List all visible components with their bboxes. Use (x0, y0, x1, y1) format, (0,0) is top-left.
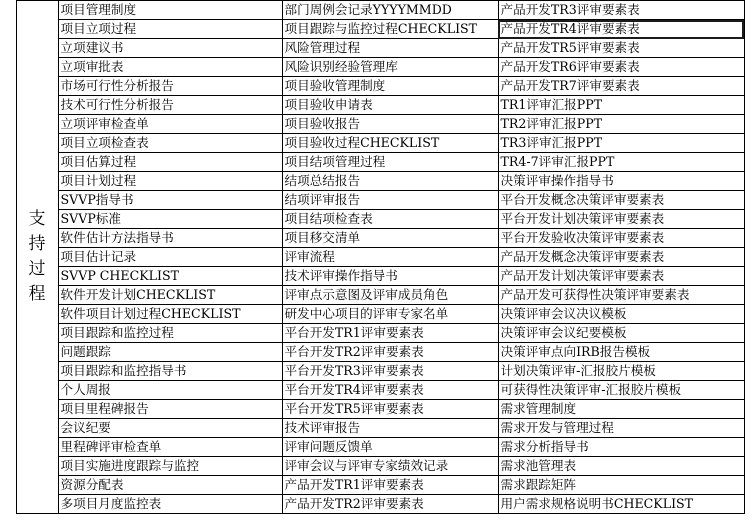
row-gutter-cell (0, 191, 16, 210)
table-cell-col-a[interactable]: 软件估计方法指导书 (58, 229, 282, 248)
table-cell-col-c[interactable]: 平台开发概念决策评审要素表 (498, 191, 744, 210)
table-cell-col-a[interactable]: 问题跟踪 (58, 343, 282, 362)
row-gutter-cell (0, 153, 16, 172)
table-cell-col-b[interactable]: 评审流程 (282, 248, 498, 267)
table-cell-col-b[interactable]: 平台开发TR4评审要素表 (282, 381, 498, 400)
table-cell-col-a[interactable]: 项目里程碑报告 (58, 400, 282, 419)
table-cell-col-b[interactable]: 部门周例会记录YYYYMMDD (282, 1, 498, 20)
table-row (0, 58, 744, 77)
side-label-char: 过 (28, 259, 46, 279)
table-cell-col-b[interactable]: 平台开发TR5评审要素表 (282, 400, 498, 419)
table-cell-col-b[interactable]: 评审问题反馈单 (282, 438, 498, 457)
row-gutter-cell (0, 172, 16, 191)
table-cell-col-b[interactable]: 项目验收管理制度 (282, 77, 498, 96)
table-row (0, 153, 744, 172)
table-cell-col-a[interactable]: 项目管理制度 (58, 1, 282, 20)
table-cell-col-c[interactable]: 产品开发概念决策评审要素表 (498, 248, 744, 267)
table-row (0, 115, 744, 134)
row-gutter-cell (0, 115, 16, 134)
row-gutter-cell (0, 210, 16, 229)
table-cell-col-a[interactable]: SVVP指导书 (58, 191, 282, 210)
table-cell-col-c[interactable]: 产品开发计划决策评审要素表 (498, 267, 744, 286)
table-row (0, 134, 744, 153)
row-gutter-cell (0, 400, 16, 419)
row-gutter-cell (0, 229, 16, 248)
side-label-char: 程 (28, 284, 46, 304)
row-gutter-cell (0, 476, 16, 495)
table-row (0, 229, 744, 248)
row-gutter-cell (0, 362, 16, 381)
table-cell-col-b[interactable]: 风险管理过程 (282, 39, 498, 58)
table-cell-col-c[interactable]: TR1评审汇报PPT (498, 96, 744, 115)
table-cell-col-c[interactable]: 需求开发与管理过程 (498, 419, 744, 438)
table-row (0, 20, 744, 39)
table-row (0, 438, 744, 457)
table-cell-col-a[interactable]: 立项建议书 (58, 39, 282, 58)
table-cell-col-a[interactable]: SVVP CHECKLIST (58, 267, 282, 286)
side-label-cell[interactable] (16, 1, 58, 514)
row-gutter-cell (0, 381, 16, 400)
table-cell-col-c[interactable]: TR3评审汇报PPT (498, 134, 744, 153)
table-cell-col-b[interactable]: 结项总结报告 (282, 172, 498, 191)
table-cell-col-c[interactable]: 产品开发TR3评审要素表 (498, 1, 744, 20)
table-cell-col-a[interactable]: 项目跟踪和监控过程 (58, 324, 282, 343)
row-gutter-cell (0, 343, 16, 362)
table-cell-col-c[interactable]: 产品开发TR6评审要素表 (498, 58, 744, 77)
table-cell-col-a[interactable]: 资源分配表 (58, 476, 282, 495)
table-cell-col-c[interactable]: 产品开发可获得性决策评审要素表 (498, 286, 744, 305)
table-cell-col-b[interactable]: 平台开发TR1评审要素表 (282, 324, 498, 343)
table-cell-col-a[interactable]: 项目实施进度跟踪与监控 (58, 457, 282, 476)
row-gutter-cell (0, 39, 16, 58)
table-row (0, 324, 744, 343)
table-cell-col-c[interactable]: 决策评审会议决议模板 (498, 305, 744, 324)
table-row (0, 96, 744, 115)
table-cell-col-b[interactable]: 项目结项检查表 (282, 210, 498, 229)
table-cell-col-a[interactable]: 项目立项过程 (58, 20, 282, 39)
row-gutter-cell (0, 286, 16, 305)
table-cell-col-b[interactable]: 项目结项管理过程 (282, 153, 498, 172)
table-body (0, 1, 744, 514)
table-cell-col-c[interactable]: 产品开发TR4评审要素表 (498, 20, 744, 39)
table-cell-col-c[interactable]: TR4-7评审汇报PPT (498, 153, 744, 172)
table-cell-col-c[interactable]: 产品开发TR7评审要素表 (498, 77, 744, 96)
row-gutter-cell (0, 96, 16, 115)
table-cell-col-a[interactable]: SVVP标准 (58, 210, 282, 229)
side-label-char: 支 (28, 209, 46, 229)
row-gutter-cell (0, 267, 16, 286)
table-cell-col-a[interactable]: 立项审批表 (58, 58, 282, 77)
table-cell-col-a[interactable]: 会议纪要 (58, 419, 282, 438)
table-cell-col-b[interactable]: 研发中心项目的评审专家名单 (282, 305, 498, 324)
table-cell-col-a[interactable]: 个人周报 (58, 381, 282, 400)
table-cell-col-b[interactable]: 平台开发TR3评审要素表 (282, 362, 498, 381)
table-cell-col-a[interactable]: 项目计划过程 (58, 172, 282, 191)
row-gutter-cell (0, 305, 16, 324)
row-gutter-cell (0, 77, 16, 96)
table-cell-col-b[interactable]: 风险识别经验管理库 (282, 58, 498, 77)
table-cell-col-a[interactable]: 项目估计记录 (58, 248, 282, 267)
table-cell-col-c[interactable]: 用户需求规格说明书CHECKLIST (498, 495, 744, 514)
table-row (0, 248, 744, 267)
table-cell-col-a[interactable]: 技术可行性分析报告 (58, 96, 282, 115)
table-cell-col-c[interactable]: 产品开发TR5评审要素表 (498, 39, 744, 58)
table-row (0, 476, 744, 495)
table-cell-col-b[interactable]: 技术评审操作指导书 (282, 267, 498, 286)
table-cell-col-b[interactable]: 产品开发TR2评审要素表 (282, 495, 498, 514)
table-cell-col-c[interactable]: 需求管理制度 (498, 400, 744, 419)
row-gutter-cell (0, 1, 16, 20)
row-gutter-cell (0, 438, 16, 457)
table-cell-col-b[interactable]: 项目跟踪与监控过程CHECKLIST (282, 20, 498, 39)
table-row (0, 77, 744, 96)
side-label-char: 持 (28, 234, 46, 254)
table-cell-col-c[interactable]: 可获得性决策评审-汇报胶片模板 (498, 381, 744, 400)
row-gutter-cell (0, 457, 16, 476)
row-gutter-cell (0, 20, 16, 39)
table-cell-col-c[interactable]: 需求跟踪矩阵 (498, 476, 744, 495)
table-row (0, 381, 744, 400)
table-row (0, 495, 744, 514)
table-row (0, 191, 744, 210)
table-row (0, 457, 744, 476)
table-row (0, 343, 744, 362)
table-cell-col-b[interactable]: 技术评审报告 (282, 419, 498, 438)
table-cell-col-a[interactable]: 项目估算过程 (58, 153, 282, 172)
table-cell-col-c[interactable]: 平台开发验收决策评审要素表 (498, 229, 744, 248)
table-row (0, 267, 744, 286)
table-cell-col-c[interactable]: 平台开发计划决策评审要素表 (498, 210, 744, 229)
table-row (0, 172, 744, 191)
row-gutter-cell (0, 248, 16, 267)
table-cell-col-b[interactable]: 评审点示意图及评审成员角色 (282, 286, 498, 305)
table-row (0, 400, 744, 419)
table-row (0, 1, 744, 20)
row-gutter-cell (0, 324, 16, 343)
table-cell-col-b[interactable]: 项目验收过程CHECKLIST (282, 134, 498, 153)
table-cell-col-c[interactable]: 决策评审会议纪要模板 (498, 324, 744, 343)
table-cell-col-a[interactable]: 项目立项检查表 (58, 134, 282, 153)
table-cell-col-a[interactable]: 立项评审检查单 (58, 115, 282, 134)
table-row (0, 419, 744, 438)
row-gutter-cell (0, 495, 16, 514)
table-row (0, 39, 744, 58)
table-cell-col-c[interactable]: 决策评审操作指导书 (498, 172, 744, 191)
table-cell-col-b[interactable]: 项目验收报告 (282, 115, 498, 134)
table-cell-col-c[interactable]: 需求池管理表 (498, 457, 744, 476)
table-cell-col-a[interactable]: 多项目月度监控表 (58, 495, 282, 514)
table-row (0, 286, 744, 305)
table-cell-col-c[interactable]: 计划决策评审-汇报胶片模板 (498, 362, 744, 381)
table-cell-col-b[interactable]: 平台开发TR2评审要素表 (282, 343, 498, 362)
row-gutter-cell (0, 58, 16, 77)
table-cell-col-c[interactable]: 决策评审点向IRB报告模板 (498, 343, 744, 362)
table-cell-col-a[interactable]: 项目跟踪和监控指导书 (58, 362, 282, 381)
table-cell-col-b[interactable]: 产品开发TR1评审要素表 (282, 476, 498, 495)
table-cell-col-a[interactable]: 软件开发计划CHECKLIST (58, 286, 282, 305)
table-row (0, 305, 744, 324)
table-cell-col-a[interactable]: 市场可行性分析报告 (58, 77, 282, 96)
table-cell-col-b[interactable]: 项目移交清单 (282, 229, 498, 248)
table-cell-col-b[interactable]: 结项评审报告 (282, 191, 498, 210)
table-cell-col-a[interactable]: 里程碑评审检查单 (58, 438, 282, 457)
row-gutter-cell (0, 419, 16, 438)
table-row (0, 362, 744, 381)
table-row (0, 210, 744, 229)
table-cell-col-a[interactable]: 软件项目计划过程CHECKLIST (58, 305, 282, 324)
table-cell-col-b[interactable]: 项目验收申请表 (282, 96, 498, 115)
row-gutter-cell (0, 134, 16, 153)
table-cell-col-c[interactable]: TR2评审汇报PPT (498, 115, 744, 134)
table-cell-col-b[interactable]: 评审会议与评审专家绩效记录 (282, 457, 498, 476)
table-cell-col-c[interactable]: 需求分析指导书 (498, 438, 744, 457)
